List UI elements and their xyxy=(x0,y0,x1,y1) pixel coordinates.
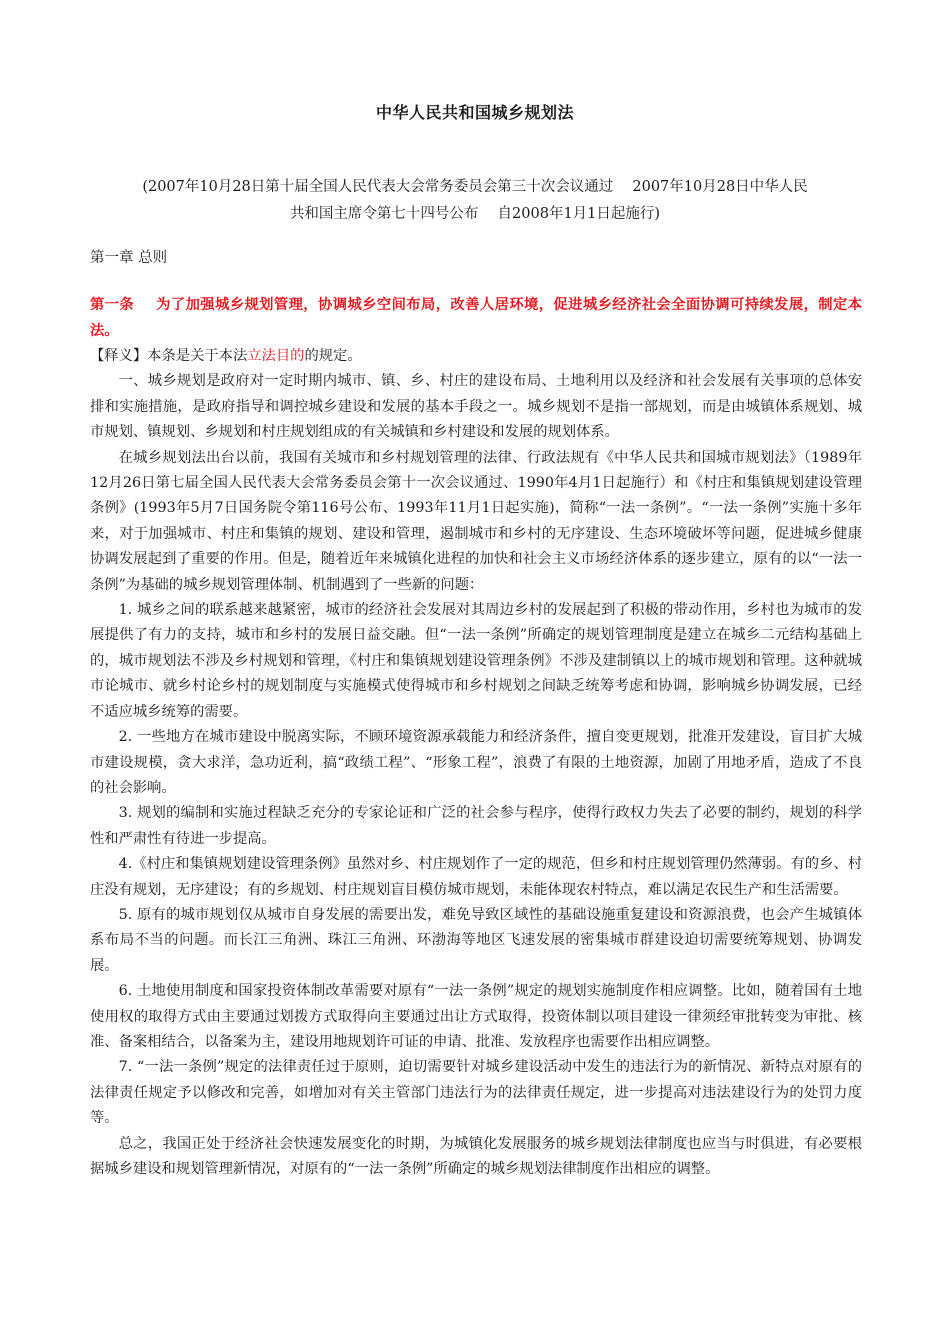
article-number: 第一条 xyxy=(90,297,135,313)
article-text: 为了加强城乡规划管理，协调城乡空间布局，改善人居环境，促进城乡经济社会全面协调可持续发展，制定本法。 xyxy=(90,297,863,339)
interpretation-suffix: 的规定。 xyxy=(304,348,362,364)
paragraph: 7. “一法一条例”规定的法律责任过于原则，迫切需要针对城乡建设活动中发生的违法行为的新情况、新特点对原有的法律责任规定予以修改和完善，如增加对有关主管部门违法行为的法律责任规定，进一步提高对违法建设行为的处罚力度等。 xyxy=(90,1059,862,1127)
paragraph: 2. 一些地方在城市建设中脱离实际，不顾环境资源承载能力和经济条件，擅自变更规划，批准开发建设，盲目扩大城市建设规模，贪大求洋，急功近利，搞“政绩工程”、“形象工程”，浪费了有限的土地资源，加剧了用地矛盾，造成了不良的社会影响。 xyxy=(90,729,862,796)
paragraph: 4.《村庄和集镇规划建设管理条例》虽然对乡、村庄规划作了一定的规范，但乡和村庄规划管理仍然薄弱。有的乡、村庄没有规划，无序建设；有的乡规划、村庄规划盲目模仿城市规划，未能体现农村特点，难以满足农民生产和生活需要。 xyxy=(90,856,862,898)
paragraph: 在城乡规划法出台以前，我国有关城市和乡村规划管理的法律、行政法规有《中华人民共和国城市规划法》（1989年12月26日第七届全国人民代表大会常务委员会第十一次会议通过、1990年4月1日起施行）和《村庄和集镇规划建设管理条例》(1993年5月7日国务院令第116号公布、1993年11月1日起实施)，简称“一法一条例”。“一法一条例”实施十多年来，对于加强城市、村庄和集镇的规划、建设和管理，遏制城市和乡村的无序建设、生态环境破坏等问题，促进城乡健康协调发展起到了重要的作用。但是，随着近年来城镇化进程的加快和社会主义市场经济体系的逐步建立，原有的以“一法一条例”为基础的城乡规划管理体制、机制遇到了一些新的问题： xyxy=(90,449,862,593)
legislative-purpose-link[interactable]: 立法目的 xyxy=(247,348,305,364)
document-body xyxy=(90,292,862,1182)
subtitle-line: 共和国主席令第七十四号公布 自2008年1月1日起施行) xyxy=(289,206,661,222)
paragraph: 3. 规划的编制和实施过程缺乏充分的专家论证和广泛的社会参与程序，使得行政权力失去了必要的制约，规划的科学性和严肃性有待进一步提高。 xyxy=(90,805,862,847)
interpretation-prefix: 【释义】本条是关于本法 xyxy=(90,348,248,364)
paragraph: 一、城乡规划是政府对一定时期内城市、镇、乡、村庄的建设布局、土地利用以及经济和社会发展有关事项的总体安排和实施措施，是政府指导和调控城乡建设和发展的基本手段之一。城乡规划不是指一部规划，而是由城镇体系规划、城市规划、镇规划、乡规划和村庄规划组成的有关城镇和乡村建设和发展的规划体系。 xyxy=(90,373,862,441)
chapter-heading: 第一章 总则 xyxy=(90,250,168,266)
paragraph: 总之，我国正处于经济社会快速发展变化的时期，为城镇化发展服务的城乡规划法律制度也应当与时俱进，有必要根据城乡建设和规划管理新情况，对原有的“一法一条例”所确定的城乡规划法律制度作出相应的调整。 xyxy=(90,1135,862,1177)
subtitle-line: (2007年10月28日第十届全国人民代表大会常务委员会第三十次会议通过 2007年10月28日中华人民 xyxy=(142,179,808,195)
paragraph: 6. 土地使用制度和国家投资体制改革需要对原有“一法一条例”规定的规划实施制度作相应调整。比如，随着国有土地使用权的取得方式由主要通过划拨方式取得向主要通过出让方式取得，投资体制以项目建设一律须经审批转变为审批、核准、备案相结合，以备案为主，建设用地规划许可证的申请、批准、发放程序也需要作出相应调整。 xyxy=(90,983,862,1050)
interpretation-line xyxy=(90,344,862,369)
article-one xyxy=(90,292,862,344)
paragraph: 5. 原有的城市规划仅从城市自身发展的需要出发，难免导致区域性的基础设施重复建设和资源浪费，也会产生城镇体系布局不当的问题。而长江三角洲、珠江三角洲、环渤海等地区飞速发展的密集城市群建设迫切需要统筹规划、协调发展。 xyxy=(90,906,862,974)
document-subtitle xyxy=(88,174,862,228)
document-title: 中华人民共和国城乡规划法 xyxy=(375,103,574,122)
paragraph: 1. 城乡之间的联系越来越紧密，城市的经济社会发展对其周边乡村的发展起到了积极的带动作用，乡村也为城市的发展提供了有力的支持，城市和乡村的发展日益交融。但“一法一条例”所确定的规划管理制度是建立在城乡二元结构基础上的，城市规划法不涉及乡村规划和管理，《村庄和集镇规划建设管理条例》不涉及建制镇以上的城市规划和管理。这种就城市论城市、就乡村论乡村的规划制度与实施模式使得城市和乡村规划之间缺乏统筹考虑和协调，影响城乡协调发展，已经不适应城乡统筹的需要。 xyxy=(90,602,862,720)
